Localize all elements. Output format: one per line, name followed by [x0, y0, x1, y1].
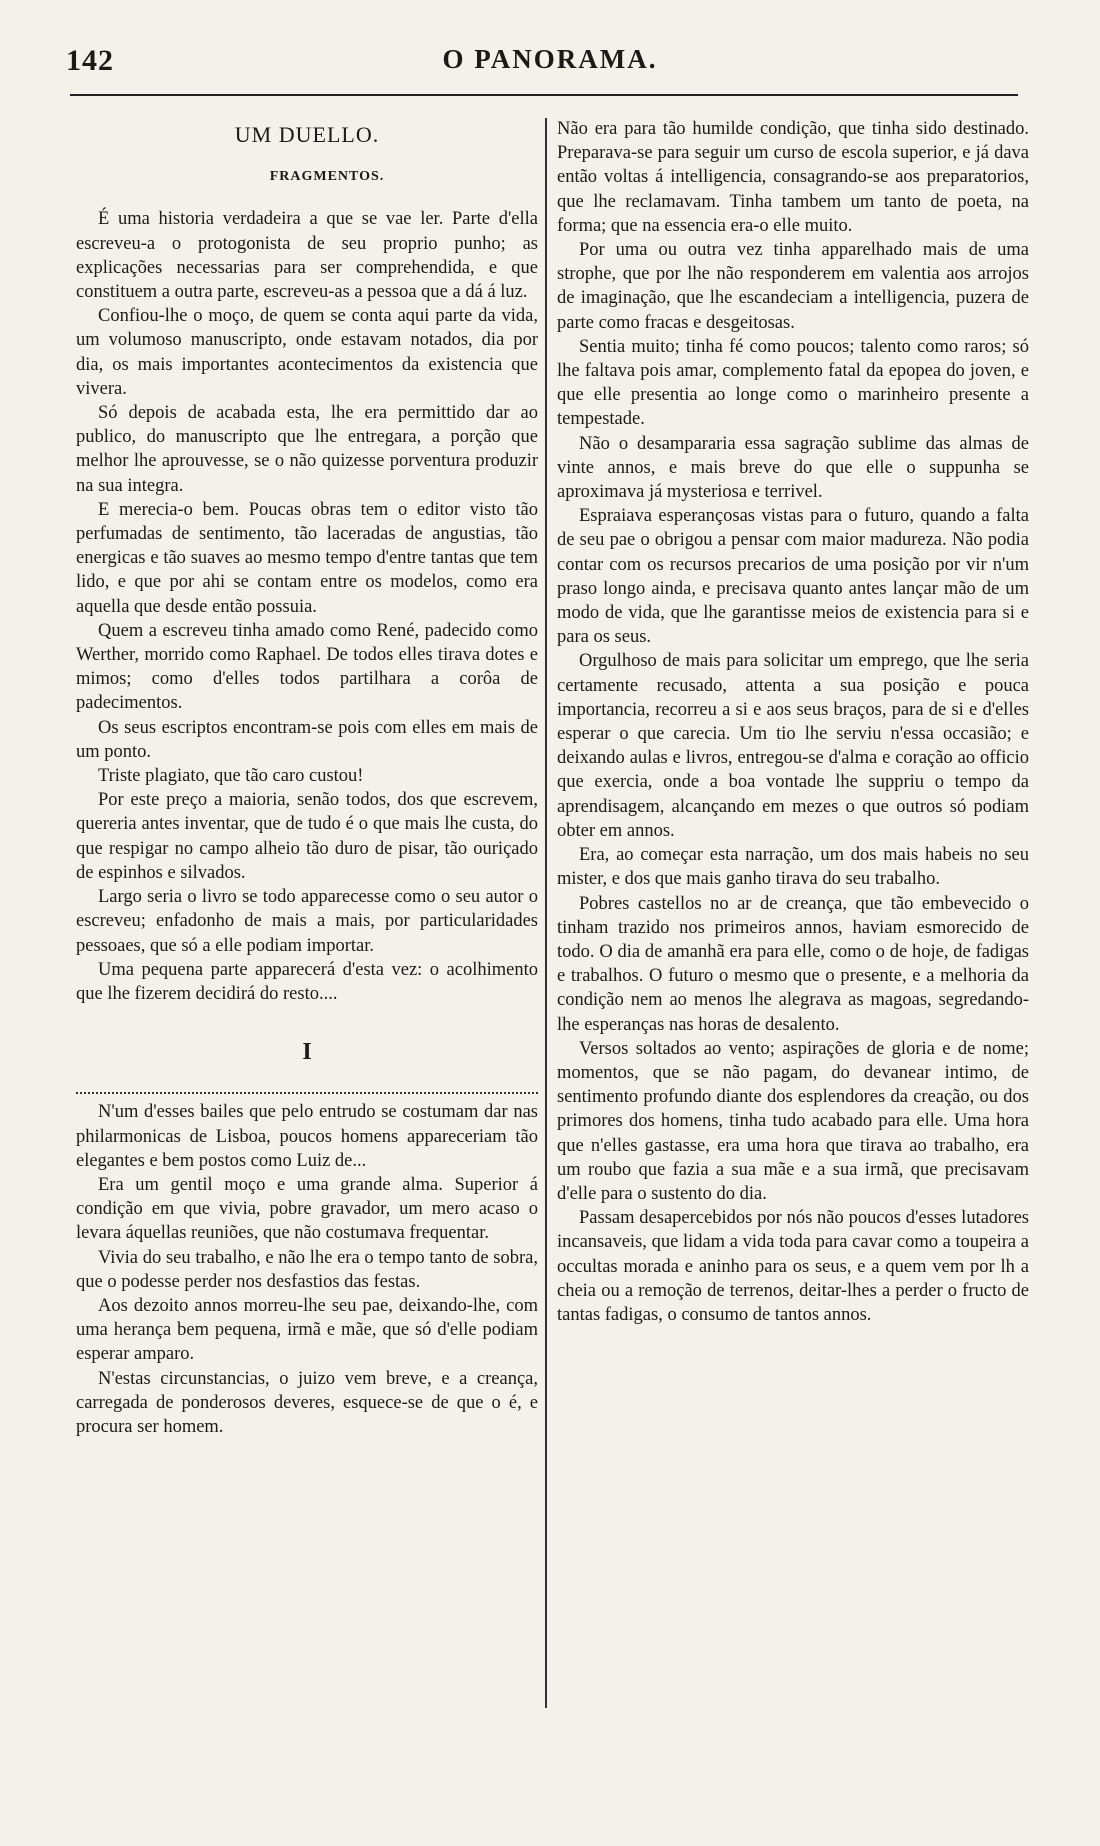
right-column [557, 117, 1029, 1327]
paragraph: Versos soltados ao vento; aspirações de gloria e de nome; momentos, que se não pagam, do devanear intimo, de sentimento profundo diante dos esplendores da creação, ou dos primores dos homens, tinha tudo acabado para elle. Uma hora que n'elles gastasse, era uma hora que tirava ao trabalho, era um roubo que fazia a sua mãe e a sua irmã, que precisavam d'elle para o sustento do dia. [557, 1038, 1029, 1204]
paragraph: N'um d'esses bailes que pelo entrudo se costumam dar nas philarmonicas de Lisboa, poucos homens appareceriam tão elegantes e bem postos como Luiz de... [76, 1102, 538, 1171]
paragraph: Uma pequena parte apparecerá d'esta vez: o acolhimento que lhe fizerem decidirá do resto.... [76, 959, 538, 1004]
paragraph: Confiou-lhe o moço, de quem se conta aqui parte da vida, um volumoso manuscripto, onde estavam notados, dia por dia, os mais importantes acontecimentos da existencia que vivera. [76, 306, 538, 399]
paragraph: Quem a escreveu tinha amado como René, padecido como Werther, morrido como Raphael. De todos elles tirava dotes e mimos; como d'elles todos partilhara a corôa de padecimentos. [76, 620, 538, 714]
column-divider [545, 118, 547, 1708]
paragraph: N'estas circunstancias, o juizo vem breve, e a creança, carregada de ponderosos deveres, esquece-se de que o é, e procura ser homem. [76, 1368, 538, 1437]
paragraph: Por uma ou outra vez tinha apparelhado mais de uma strophe, que por lhe não responderem em valentia aos arrojos de imaginação, que lhe escandeciam a intelligencia, puzera de parte como fracas e desgeitosas. [557, 240, 1029, 333]
paragraph: Não o desampararia essa sagração sublime das almas de vinte annos, e mais breve do que elle o suppunha se aproximava já mysteriosa e terrivel. [557, 433, 1029, 503]
paragraph: Vivia do seu trabalho, e não lhe era o tempo tanto de sobra, que o podesse perder nos desfastios das festas. [76, 1247, 538, 1292]
paragraph: Sentia muito; tinha fé como poucos; talento como raros; só lhe faltava pois amar, complemento fatal da epopea do joven, e que elle presentia ao longe como o marinheiro presente a tempestade. [557, 336, 1029, 430]
paragraph: Largo seria o livro se todo apparecesse como o seu autor o escreveu; enfadonho de mais a mais, por particularidades pessoaes, que só a elle podiam importar. [76, 887, 538, 956]
paragraph: Orgulhoso de mais para solicitar um emprego, que lhe seria certamente recusado, attenta a sua posição e pouca importancia, recorreu a si e aos seus braços, para de si e d'elles esperar o que carecia. Um tio lhe serviu n'essa occasião; e deixando aulas e livros, entregou-se d'alma e coração ao officio que exercia, onde a boa vontade lhe suppriu o tempo da aprendisagem, alcançando em mezes o que outros só podiam obter em annos. [557, 651, 1029, 841]
header-rule [70, 94, 1018, 96]
paragraph: Só depois de acabada esta, lhe era permittido dar ao publico, do manuscripto que lhe entregara, a porção que melhor lhe aprouvesse, se o não quizesse porventura produzir na sua integra. [76, 403, 538, 496]
paragraph: Pobres castellos no ar de creança, que tão embevecido o tinham trazido nos primeiros annos, haviam esmorecido de todo. O dia de amanhã era para elle, como o de hoje, de fadigas e trabalhos. O futuro o mesmo que o presente, e a melhoria da condição nem ao menos lhe alegrava as magoas, segredando-lhe esperanças nas horas de desalento. [557, 893, 1029, 1035]
dotted-rule [76, 1092, 538, 1094]
paragraph: É uma historia verdadeira a que se vae ler. Parte d'ella escreveu-a o protogonista de seu proprio punho; as explicações necessarias para ser comprehendida, e que constituem a outra parte, escreveu-as a pessoa que a dá á luz. [76, 209, 538, 303]
article-title: UM DUELLO. [234, 122, 380, 147]
left-column [76, 117, 538, 1439]
paragraph: Triste plagiato, que tão caro custou! [98, 766, 364, 787]
page-number: 142 [66, 44, 114, 77]
paragraph: Era um gentil moço e uma grande alma. Superior á condição em que vivia, pobre gravador, um mero acaso o levara áquellas reuniões, que não costumava frequentar. [76, 1174, 538, 1244]
paragraph: Espraiava esperançosas vistas para o futuro, quando a falta de seu pae o obrigou a pensar com maior madureza. Não podia contar com os recursos precarios de uma posição por vir n'um praso longo ainda, e precisava quanto antes lançar mão de um modo de vida, que lhe garantisse meios de existencia para si e para os seus. [557, 506, 1029, 648]
paragraph: Passam desapercebidos por nós não poucos d'esses lutadores incansaveis, que lidam a vida toda para cavar como a toupeira a occultas morada e aninho para os seus, e a quem vem por lh a cheia ou a remoção de terrenos, deitar-lhes a perder o fructo de tantas fadigas, o consumo de tantos annos. [557, 1208, 1029, 1325]
journal-title: O PANORAMA. [442, 44, 658, 74]
paragraph: E merecia-o bem. Poucas obras tem o editor visto tão perfumadas de sentimento, tão laceradas de angustias, tão energicas e tão suaves ao mesmo tempo d'entre tantas que tem lido, e que por ahi se contam entre os modelos, como era aquella que desde então possuia. [76, 499, 538, 617]
paragraph: Por este preço a maioria, senão todos, dos que escrevem, quereria antes inventar, que de tudo é o que mais lhe custa, do que respigar no campo alheio tão duro de pisar, tão ouriçado de espinhos e silvados. [76, 790, 538, 883]
paragraph: Era, ao começar esta narração, um dos mais habeis no seu mister, e dos que mais ganho tirava do seu trabalho. [557, 845, 1029, 890]
paragraph: Aos dezoito annos morreu-lhe seu pae, deixando-lhe, com uma herança bem pequena, irmã e mãe, que só d'elle podiam esperar amparo. [76, 1295, 538, 1365]
paragraph: Os seus escriptos encontram-se pois com elles em mais de um ponto. [76, 717, 538, 762]
section-number: I [302, 1039, 312, 1066]
paragraph: Não era para tão humilde condição, que tinha sido destinado. Preparava-se para seguir um curso de escola superior, e já dava então voltas á intelligencia, consagrando-se aos preparatorios, que lhe reclamavam. Tinha tambem um tanto de poeta, na forma; que na essencia era-o elle muito. [557, 119, 1029, 236]
article-subtitle: FRAGMENTOS. [269, 169, 385, 185]
